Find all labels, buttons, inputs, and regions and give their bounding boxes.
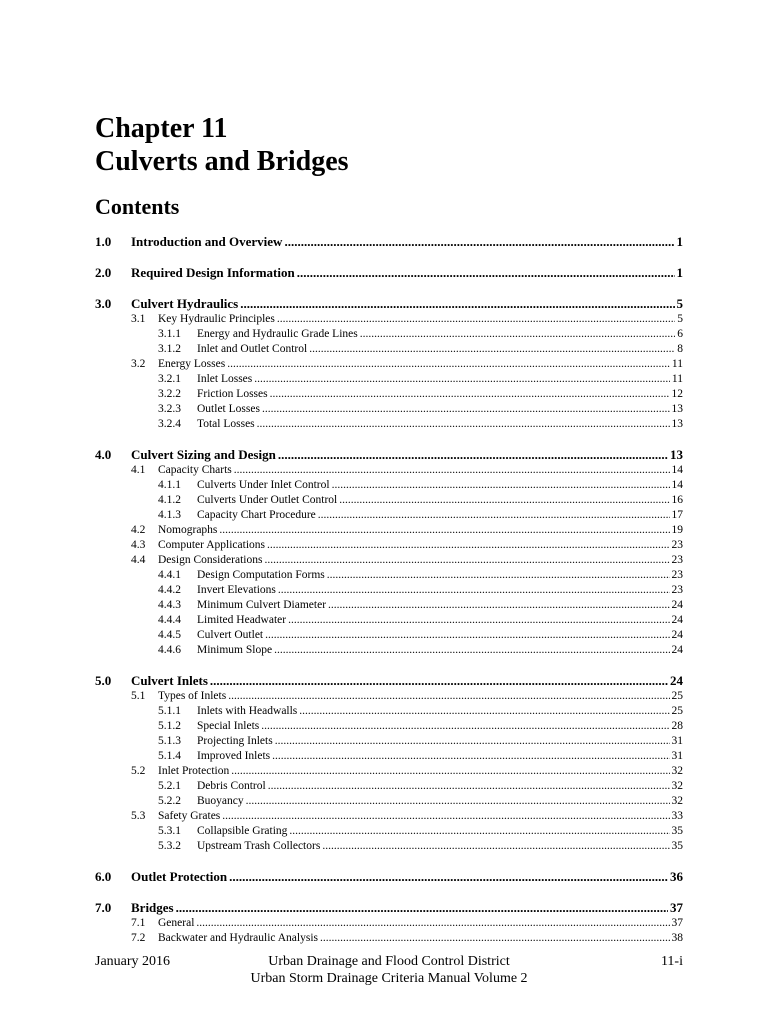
toc-dot-leader bbox=[339, 493, 669, 508]
toc-entry[interactable] bbox=[95, 508, 683, 523]
toc-entry-number: 5.1.4 bbox=[158, 750, 181, 762]
toc-entry[interactable] bbox=[95, 417, 683, 432]
toc-dot-leader bbox=[176, 899, 668, 916]
toc-entry-page: 24 bbox=[671, 614, 683, 626]
toc-entry-title: Culvert Inlets bbox=[131, 673, 208, 688]
toc-entry-title: Computer Applications bbox=[158, 539, 266, 551]
toc-entry-number: 4.1 bbox=[131, 464, 146, 476]
toc-entry[interactable] bbox=[95, 719, 683, 734]
toc-entry-page: 31 bbox=[671, 735, 683, 747]
toc-entry-page: 23 bbox=[671, 554, 683, 566]
toc-dot-leader bbox=[246, 794, 670, 809]
toc-entry-page: 25 bbox=[671, 705, 683, 717]
toc-entry[interactable] bbox=[95, 583, 683, 598]
toc-dot-leader bbox=[262, 402, 670, 417]
toc-entry-number: 5.1.1 bbox=[158, 705, 181, 717]
toc-entry-page: 13 bbox=[671, 403, 683, 415]
toc-entry-title: Introduction and Overview bbox=[131, 234, 283, 249]
toc-entry-title: Safety Grates bbox=[158, 810, 221, 822]
toc-entry-page: 6 bbox=[677, 328, 683, 340]
toc-entry-title: Design Considerations bbox=[158, 554, 263, 566]
toc-entry-number: 3.1.2 bbox=[158, 343, 181, 355]
toc-entry-title: Outlet Protection bbox=[131, 869, 228, 884]
toc-entry[interactable] bbox=[95, 387, 683, 402]
toc-dot-leader bbox=[327, 568, 670, 583]
toc-dot-leader bbox=[278, 446, 668, 463]
chapter-name: Culverts and Bridges bbox=[95, 146, 349, 177]
toc-entry-title: Projecting Inlets bbox=[197, 735, 273, 747]
toc-entry-page: 37 bbox=[671, 917, 683, 929]
toc-entry-number: 3.1.1 bbox=[158, 328, 181, 340]
toc-entry-page: 14 bbox=[671, 479, 683, 491]
toc-entry[interactable] bbox=[95, 538, 683, 553]
toc-entry[interactable] bbox=[95, 463, 683, 478]
toc-entry-title: Special Inlets bbox=[197, 720, 260, 732]
toc-entry-title: Energy Losses bbox=[158, 358, 226, 370]
toc-entry-title: Invert Elevations bbox=[197, 584, 276, 596]
toc-entry[interactable] bbox=[95, 233, 683, 250]
toc-entry-title: Inlet Protection bbox=[158, 765, 230, 777]
toc-entry-number: 4.4.6 bbox=[158, 644, 181, 656]
toc-entry-number: 5.1.3 bbox=[158, 735, 181, 747]
toc-entry-number: 5.2.1 bbox=[158, 780, 181, 792]
toc-entry-page: 19 bbox=[671, 524, 683, 536]
toc-entry-number: 2.0 bbox=[95, 265, 112, 280]
toc-entry-title: Outlet Losses bbox=[197, 403, 260, 415]
toc-entry-title: Culverts Under Outlet Control bbox=[197, 494, 338, 506]
toc-dot-leader bbox=[265, 628, 669, 643]
toc-entry[interactable] bbox=[95, 553, 683, 568]
toc-dot-leader bbox=[196, 916, 669, 931]
toc-entry[interactable] bbox=[95, 598, 683, 613]
toc-entry-title: Bridges bbox=[131, 900, 174, 915]
toc-dot-leader bbox=[320, 931, 670, 946]
toc-entry-number: 3.0 bbox=[95, 296, 112, 311]
toc-dot-leader bbox=[272, 749, 669, 764]
toc-entry-number: 4.4 bbox=[131, 554, 146, 566]
toc-entry[interactable] bbox=[95, 312, 683, 327]
toc-entry-title: Debris Control bbox=[197, 780, 266, 792]
toc-entry-title: Culverts Under Inlet Control bbox=[197, 479, 330, 491]
toc-entry-title: Backwater and Hydraulic Analysis bbox=[158, 932, 318, 944]
toc-dot-leader bbox=[322, 839, 669, 854]
toc-entry-page: 11 bbox=[671, 373, 683, 385]
toc-dot-leader bbox=[288, 613, 669, 628]
footer-page-number: 11-i bbox=[660, 954, 683, 969]
toc-dot-leader bbox=[274, 643, 669, 658]
toc-dot-leader bbox=[219, 523, 669, 538]
toc-entry-title: Energy and Hydraulic Grade Lines bbox=[197, 328, 358, 340]
toc-dot-leader bbox=[332, 478, 670, 493]
toc-entry-page: 16 bbox=[671, 494, 683, 506]
toc-dot-leader bbox=[284, 233, 674, 250]
toc-entry-number: 4.4.5 bbox=[158, 629, 181, 641]
toc-entry[interactable] bbox=[95, 628, 683, 643]
contents-heading: Contents bbox=[95, 194, 180, 219]
toc-entry-number: 3.2.4 bbox=[158, 418, 181, 430]
toc-entry-title: Capacity Charts bbox=[158, 464, 232, 476]
footer-center bbox=[95, 953, 683, 987]
toc-dot-leader bbox=[229, 868, 668, 885]
toc-entry-number: 7.1 bbox=[131, 917, 146, 929]
toc-entry-title: Buoyancy bbox=[197, 795, 244, 807]
toc-entry-number: 4.1.3 bbox=[158, 509, 181, 521]
toc-dot-leader bbox=[277, 312, 675, 327]
toc-entry[interactable] bbox=[95, 446, 683, 463]
toc-entry-page: 25 bbox=[671, 690, 683, 702]
toc-entry-page: 31 bbox=[671, 750, 683, 762]
toc-entry-title: Nomographs bbox=[158, 524, 218, 536]
toc-entry-title: Required Design Information bbox=[131, 265, 295, 280]
footer-org: Urban Drainage and Flood Control District bbox=[268, 954, 510, 969]
toc-entry-number: 5.2 bbox=[131, 765, 146, 777]
toc-entry-page: 24 bbox=[671, 644, 683, 656]
footer-date: January 2016 bbox=[95, 954, 171, 969]
toc-entry-title: Culvert Hydraulics bbox=[131, 296, 239, 311]
toc-entry-page: 13 bbox=[670, 447, 683, 462]
toc-entry-title: Limited Headwater bbox=[197, 614, 287, 626]
toc-dot-leader bbox=[228, 689, 669, 704]
toc-entry-title: Key Hydraulic Principles bbox=[158, 313, 275, 325]
toc-entry-number: 5.0 bbox=[95, 673, 112, 688]
toc-entry-number: 4.1.2 bbox=[158, 494, 181, 506]
toc-entry-number: 5.3.2 bbox=[158, 840, 181, 852]
toc-entry-page: 11 bbox=[671, 358, 683, 370]
toc-entry[interactable] bbox=[95, 794, 683, 809]
toc-dot-leader bbox=[257, 417, 670, 432]
toc-entry-title: Types of Inlets bbox=[158, 690, 227, 702]
toc-entry-page: 17 bbox=[671, 509, 683, 521]
toc-entry[interactable] bbox=[95, 643, 683, 658]
toc-entry[interactable] bbox=[95, 523, 683, 538]
footer-manual: Urban Storm Drainage Criteria Manual Volume 2 bbox=[250, 971, 528, 986]
toc-dot-leader bbox=[234, 463, 670, 478]
toc-entry[interactable] bbox=[95, 672, 683, 689]
toc-entry[interactable] bbox=[95, 779, 683, 794]
toc-entry-page: 23 bbox=[671, 539, 683, 551]
chapter-title bbox=[95, 112, 349, 178]
toc-entry-page: 13 bbox=[671, 418, 683, 430]
toc-entry-number: 4.4.1 bbox=[158, 569, 181, 581]
toc-entry[interactable] bbox=[95, 868, 683, 885]
toc-entry[interactable] bbox=[95, 839, 683, 854]
toc-entry-page: 5 bbox=[676, 296, 683, 311]
toc-dot-leader bbox=[270, 387, 670, 402]
toc-entry[interactable] bbox=[95, 749, 683, 764]
toc-entry-title: Total Losses bbox=[197, 418, 255, 430]
toc-entry-page: 8 bbox=[677, 343, 683, 355]
toc-entry-number: 4.3 bbox=[131, 539, 146, 551]
toc-dot-leader bbox=[299, 704, 669, 719]
toc-entry-title: Minimum Slope bbox=[197, 644, 273, 656]
toc-dot-leader bbox=[267, 538, 669, 553]
toc-entry-title: Culvert Outlet bbox=[197, 629, 264, 641]
toc-dot-leader bbox=[261, 719, 669, 734]
toc-dot-leader bbox=[231, 764, 669, 779]
toc-entry-page: 23 bbox=[671, 569, 683, 581]
toc-entry-page: 12 bbox=[671, 388, 683, 400]
toc-entry[interactable] bbox=[95, 824, 683, 839]
toc-entry-page: 14 bbox=[671, 464, 683, 476]
toc-entry-page: 35 bbox=[671, 840, 683, 852]
toc-dot-leader bbox=[278, 583, 670, 598]
toc-entry-number: 3.2.2 bbox=[158, 388, 181, 400]
toc-entry-page: 24 bbox=[671, 629, 683, 641]
toc-entry-page: 32 bbox=[671, 795, 683, 807]
toc-entry-title: Collapsible Grating bbox=[197, 825, 288, 837]
toc-entry-title: Inlets with Headwalls bbox=[197, 705, 298, 717]
toc-entry-page: 37 bbox=[670, 900, 683, 915]
toc-entry-number: 5.3.1 bbox=[158, 825, 181, 837]
toc-entry-title: Upstream Trash Collectors bbox=[197, 840, 321, 852]
toc-entry[interactable] bbox=[95, 357, 683, 372]
toc-entry-page: 35 bbox=[671, 825, 683, 837]
toc-entry[interactable] bbox=[95, 372, 683, 387]
toc-entry[interactable] bbox=[95, 568, 683, 583]
toc-entry-number: 5.1.2 bbox=[158, 720, 181, 732]
toc-entry[interactable] bbox=[95, 931, 683, 946]
toc-entry-page: 38 bbox=[671, 932, 683, 944]
toc-entry-number: 3.1 bbox=[131, 313, 146, 325]
toc-entry-number: 4.2 bbox=[131, 524, 146, 536]
toc-entry[interactable] bbox=[95, 342, 683, 357]
toc-entry[interactable] bbox=[95, 764, 683, 779]
toc-entry-title: Minimum Culvert Diameter bbox=[197, 599, 327, 611]
toc-entry-page: 24 bbox=[670, 673, 683, 688]
toc-dot-leader bbox=[222, 809, 669, 824]
toc-entry-title: Capacity Chart Procedure bbox=[197, 509, 316, 521]
toc-dot-leader bbox=[210, 672, 668, 689]
toc-entry-page: 1 bbox=[676, 265, 683, 280]
toc-entry[interactable] bbox=[95, 809, 683, 824]
toc-entry-page: 36 bbox=[670, 869, 683, 884]
toc-entry-title: Culvert Sizing and Design bbox=[131, 447, 276, 462]
toc-entry-title: Design Computation Forms bbox=[197, 569, 325, 581]
toc-entry-page: 32 bbox=[671, 765, 683, 777]
toc-entry-title: Improved Inlets bbox=[197, 750, 271, 762]
toc-entry-number: 7.0 bbox=[95, 900, 112, 915]
toc-entry[interactable] bbox=[95, 402, 683, 417]
toc-dot-leader bbox=[309, 342, 675, 357]
toc-entry-title: Friction Losses bbox=[197, 388, 268, 400]
toc-entry-title: Inlet Losses bbox=[197, 373, 253, 385]
toc-entry-title: Inlet and Outlet Control bbox=[197, 343, 308, 355]
toc-entry-number: 5.1 bbox=[131, 690, 146, 702]
toc-entry-page: 32 bbox=[671, 780, 683, 792]
toc-entry-page: 5 bbox=[677, 313, 683, 325]
toc-entry-number: 4.0 bbox=[95, 447, 112, 462]
toc-entry[interactable] bbox=[95, 704, 683, 719]
toc-dot-leader bbox=[264, 553, 669, 568]
toc-entry-number: 5.3 bbox=[131, 810, 146, 822]
toc-entry-number: 4.1.1 bbox=[158, 479, 181, 491]
toc-entry[interactable] bbox=[95, 899, 683, 916]
toc-entry-number: 4.4.3 bbox=[158, 599, 181, 611]
toc-entry-page: 33 bbox=[671, 810, 683, 822]
toc-entry-number: 3.2.1 bbox=[158, 373, 181, 385]
toc-entry-number: 4.4.2 bbox=[158, 584, 181, 596]
toc-dot-leader bbox=[240, 295, 674, 312]
toc-entry-page: 1 bbox=[676, 234, 683, 249]
toc-dot-leader bbox=[289, 824, 669, 839]
toc-entry[interactable] bbox=[95, 478, 683, 493]
toc-entry-page: 28 bbox=[671, 720, 683, 732]
toc-dot-leader bbox=[254, 372, 670, 387]
toc-dot-leader bbox=[275, 734, 670, 749]
toc-entry-number: 6.0 bbox=[95, 869, 112, 884]
toc-entry[interactable] bbox=[95, 327, 683, 342]
toc-entry[interactable] bbox=[95, 493, 683, 508]
toc-entry-number: 1.0 bbox=[95, 234, 112, 249]
toc-entry-page: 23 bbox=[671, 584, 683, 596]
toc-dot-leader bbox=[318, 508, 670, 523]
toc-entry[interactable] bbox=[95, 264, 683, 281]
toc-entry-number: 7.2 bbox=[131, 932, 146, 944]
toc-entry-number: 5.2.2 bbox=[158, 795, 181, 807]
toc-entry-title: General bbox=[158, 917, 195, 929]
toc-dot-leader bbox=[227, 357, 670, 372]
toc-entry-page: 24 bbox=[671, 599, 683, 611]
toc-entry[interactable] bbox=[95, 916, 683, 931]
toc-dot-leader bbox=[360, 327, 676, 342]
toc-entry[interactable] bbox=[95, 613, 683, 628]
toc-entry[interactable] bbox=[95, 295, 683, 312]
toc-entry[interactable] bbox=[95, 734, 683, 749]
toc-entry-number: 3.2 bbox=[131, 358, 146, 370]
toc-entry-number: 4.4.4 bbox=[158, 614, 181, 626]
toc-dot-leader bbox=[328, 598, 669, 613]
toc-dot-leader bbox=[268, 779, 670, 794]
toc-entry[interactable] bbox=[95, 689, 683, 704]
toc-entry-number: 3.2.3 bbox=[158, 403, 181, 415]
toc-dot-leader bbox=[297, 264, 675, 281]
chapter-number: Chapter 11 bbox=[95, 113, 228, 144]
